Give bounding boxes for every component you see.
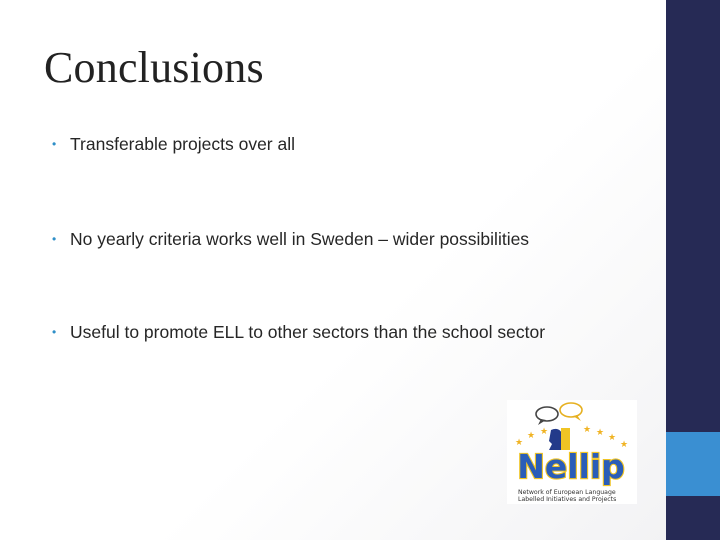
- svg-text:★: ★: [515, 438, 524, 448]
- svg-text:★: ★: [596, 428, 605, 438]
- nellip-logo: [507, 400, 637, 504]
- sidebar-accent-decoration: [666, 432, 720, 496]
- svg-text:★: ★: [540, 427, 549, 437]
- svg-text:★: ★: [527, 431, 536, 441]
- logo-wordmark: Nellip: [517, 447, 625, 486]
- svg-text:★: ★: [583, 425, 592, 435]
- bullet-icon: •: [52, 325, 57, 339]
- slide-title: Conclusions: [44, 43, 264, 92]
- bullet-text: No yearly criteria works well in Sweden – wider possibilities: [70, 229, 530, 249]
- nellip-logo-graphic: [507, 400, 637, 504]
- bullet-text: Transferable projects over all: [70, 134, 296, 154]
- bullet-item: [52, 134, 295, 155]
- logo-tagline-line2: Labelled Initiatives and Projects: [518, 496, 617, 503]
- bullet-icon: •: [52, 232, 57, 246]
- bullet-item: [52, 322, 545, 343]
- svg-text:★: ★: [620, 440, 629, 450]
- bullet-text: Useful to promote ELL to other sectors than the school sector: [70, 322, 546, 342]
- bullet-icon: •: [52, 137, 57, 151]
- logo-tagline-line1: Network of European Language: [518, 489, 616, 496]
- speech-bubble-icon: [536, 403, 582, 425]
- bullet-item: [52, 229, 529, 250]
- svg-text:★: ★: [608, 433, 617, 443]
